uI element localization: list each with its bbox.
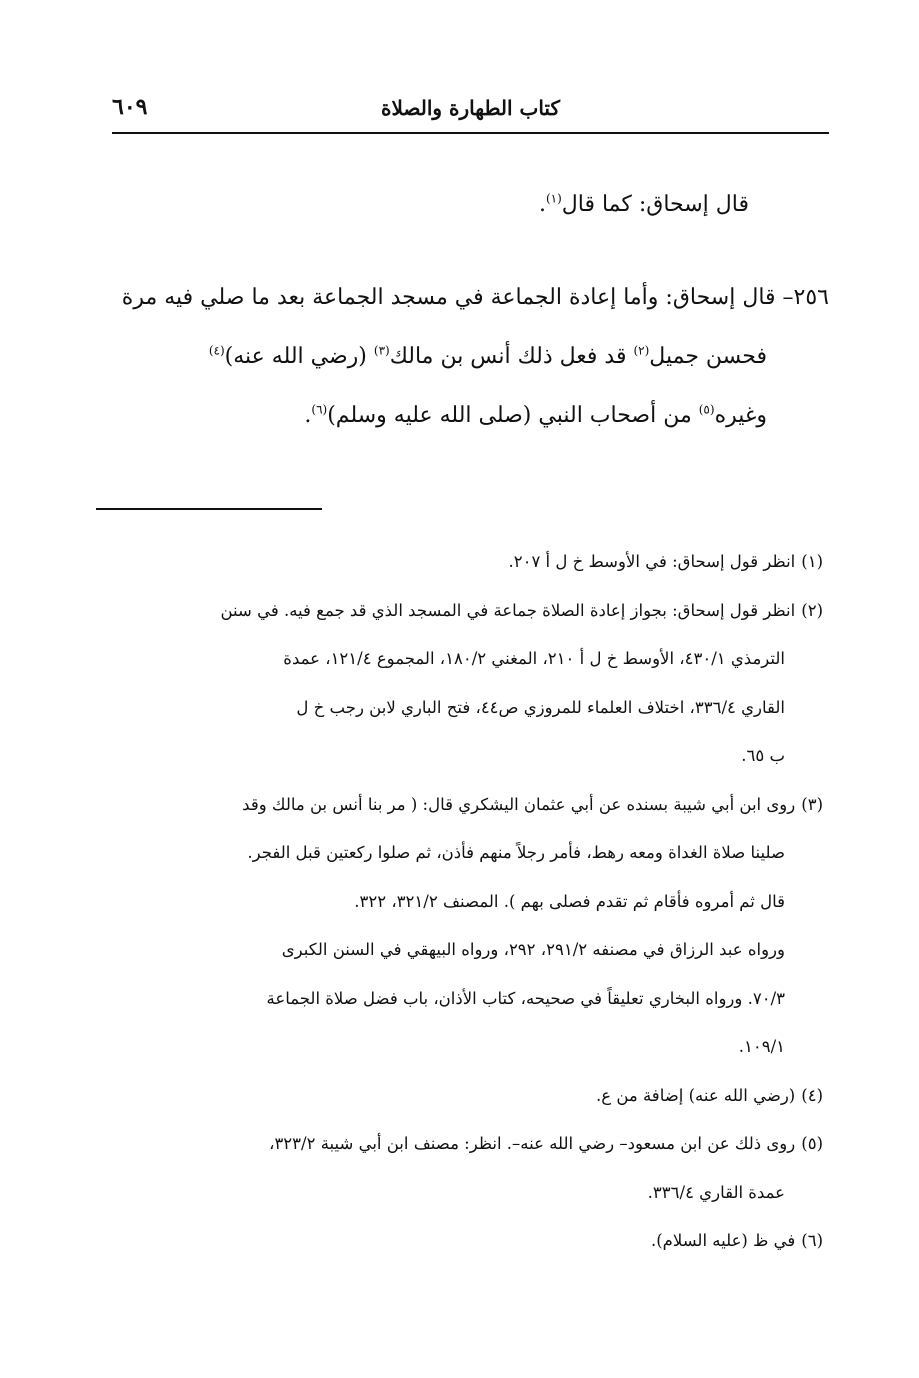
footnote-marker: (٦) bbox=[801, 1231, 823, 1250]
footnotes bbox=[98, 538, 823, 1266]
footnote-text: في ظ (عليه السلام). bbox=[650, 1231, 796, 1250]
footnote-ref-4: (٤) bbox=[208, 343, 225, 358]
footnote-1 bbox=[98, 538, 823, 587]
entry-line-2c: (رضي الله عنه) bbox=[224, 344, 374, 369]
footnote-text: روى ذلك عن ابن مسعود– رضي الله عنه–. انظر: مصنف ابن أبي شيبة ٣٢٣/٢، bbox=[269, 1134, 796, 1153]
main-text bbox=[100, 175, 829, 445]
footnote-line: ٧٠/٣. ورواه البخاري تعليقاً في صحيحه، كتاب الأذان، باب فضل صلاة الجماعة bbox=[266, 988, 785, 1008]
footnote-line: ١٠٩/١. bbox=[738, 1037, 785, 1056]
entry-line-1 bbox=[100, 268, 829, 327]
paragraph-1-end: . bbox=[538, 192, 546, 217]
footnote-ref-2: (٢) bbox=[633, 343, 650, 358]
footnote-line: الترمذي ٤٣٠/١، الأوسط خ ل أ ٢١٠، المغني ١٨٠/٢، المجموع ١٢١/٤، عمدة bbox=[283, 649, 785, 668]
paragraph-1 bbox=[100, 175, 829, 234]
page-number: ٦٠٩ bbox=[112, 94, 148, 120]
footnote-marker: (٢) bbox=[801, 600, 823, 620]
footnote-line: صلينا صلاة الغداة ومعه رهط، فأمر رجلاً منهم فأذن، ثم صلوا ركعتين قبل الفجر. bbox=[247, 843, 785, 862]
footnote-text: انظر قول إسحاق: في الأوسط خ ل أ ٢٠٧. bbox=[508, 552, 796, 571]
running-title: كتاب الطهارة والصلاة bbox=[381, 96, 560, 120]
footnote-ref-5: (٥) bbox=[698, 402, 715, 417]
footnote-ref-6: (٦) bbox=[311, 402, 328, 417]
footnote-line bbox=[98, 587, 823, 636]
entry-256 bbox=[100, 268, 829, 445]
footnote-line: ب ٦٥. bbox=[741, 746, 785, 765]
footnote-line bbox=[98, 1217, 823, 1266]
entry-line-3a: وغيره bbox=[714, 403, 767, 428]
footnote-ref-3: (٣) bbox=[373, 343, 390, 358]
footnote-marker: (٥) bbox=[801, 1134, 823, 1153]
footnote-line bbox=[98, 781, 823, 830]
entry-line-3-end: . bbox=[304, 403, 312, 428]
footnote-text: انظر قول إسحاق: بجواز إعادة الصلاة جماعة في المسجد الذي قد جمع فيه. في سنن bbox=[220, 600, 796, 620]
entry-line-2b: قد فعل ذلك أنس بن مالك bbox=[389, 344, 634, 369]
footnote-ref-1: (١) bbox=[545, 191, 562, 206]
footnote-line bbox=[98, 1072, 823, 1121]
entry-line-3b: من أصحاب النبي (صلى الله عليه وسلم) bbox=[327, 403, 699, 428]
footnote-text: روى ابن أبي شيبة بسنده عن أبي عثمان اليشكري قال: ( مر بنا أنس بن مالك وقد bbox=[242, 794, 796, 814]
entry-number: ٢٥٦– bbox=[782, 285, 829, 310]
footnote-4 bbox=[98, 1072, 823, 1121]
entry-line-3 bbox=[100, 386, 829, 445]
footnote-separator bbox=[96, 508, 322, 510]
paragraph-1-text: قال إسحاق: كما قال bbox=[561, 192, 749, 217]
page-header bbox=[112, 92, 829, 134]
entry-line-1-text: قال إسحاق: وأما إعادة الجماعة في مسجد الجماعة بعد ما صلي فيه مرة bbox=[121, 285, 783, 310]
footnote-line: عمدة القاري ٣٣٦/٤. bbox=[647, 1182, 785, 1202]
entry-line-2a: فحسن جميل bbox=[649, 344, 767, 369]
footnote-text: (رضي الله عنه) إضافة من ع. bbox=[595, 1085, 796, 1105]
footnote-line: القاري ٣٣٦/٤، اختلاف العلماء للمروزي ص٤٤، فتح الباري لابن رجب خ ل bbox=[296, 697, 785, 717]
footnote-3 bbox=[98, 781, 823, 1072]
footnote-line: قال ثم أمروه فأقام ثم تقدم فصلى بهم ). المصنف ٣٢١/٢، ٣٢٢. bbox=[354, 891, 785, 911]
footnote-marker: (٤) bbox=[801, 1085, 823, 1105]
entry-line-2 bbox=[100, 327, 829, 386]
footnote-line bbox=[98, 538, 823, 587]
footnote-line bbox=[98, 1120, 823, 1169]
footnote-2 bbox=[98, 587, 823, 781]
footnote-marker: (١) bbox=[801, 552, 823, 571]
footnote-line: ورواه عبد الرزاق في مصنفه ٢٩١/٢، ٢٩٢، ورواه البيهقي في السنن الكبرى bbox=[281, 940, 785, 959]
footnote-6 bbox=[98, 1217, 823, 1266]
footnote-5 bbox=[98, 1120, 823, 1217]
footnote-marker: (٣) bbox=[801, 794, 823, 814]
